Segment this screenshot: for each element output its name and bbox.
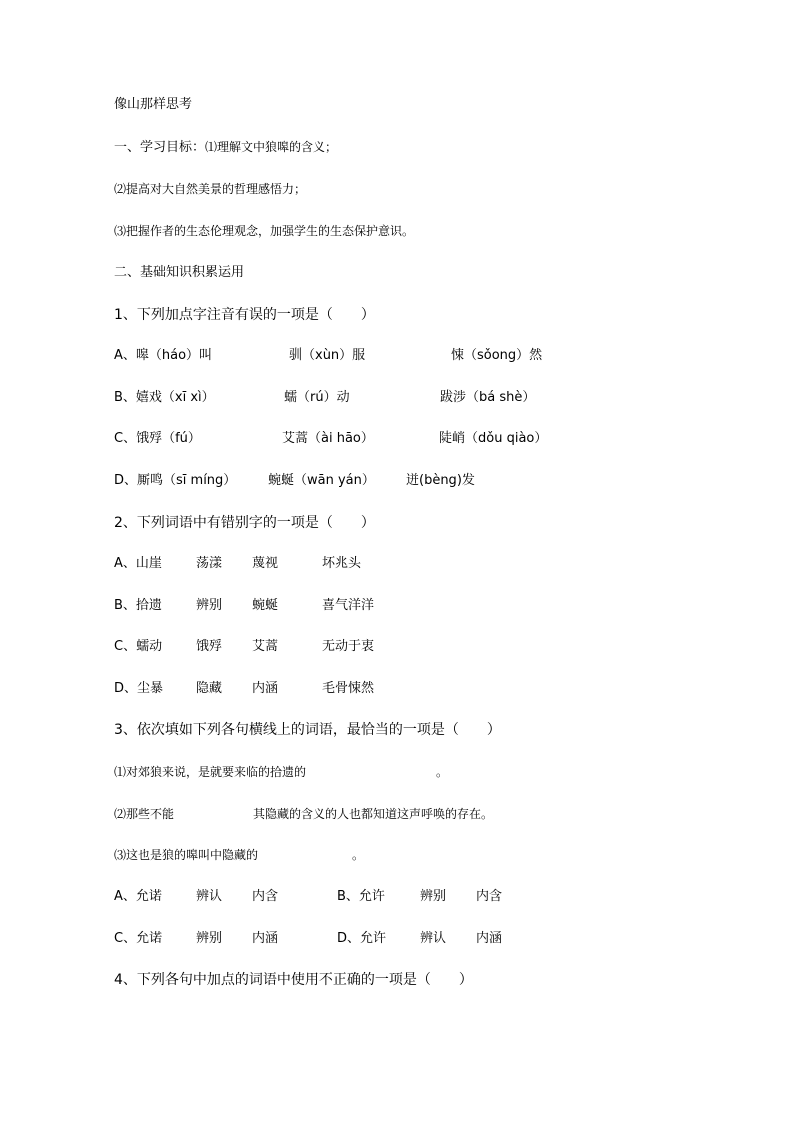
q3-option-c-item-1: C、允诺 [114, 931, 163, 946]
q3-sentence-3-end: 。 [352, 848, 365, 862]
question-3-stem: 3、依次填如下列各句横线上的词语，最恰当的一项是（ ） [114, 722, 501, 738]
q1-option-d-item-2: 蜿蜒（wān yán） [268, 473, 375, 488]
q2-option-a-item-1: A、山崖 [114, 556, 162, 571]
q1-option-c-item-1: C、饿殍（fú） [114, 431, 201, 446]
q3-option-a-item-1: A、允诺 [114, 889, 162, 904]
question-2-stem: 2、下列词语中有错别字的一项是（ ） [114, 515, 375, 531]
q3-sentence-1-end: 。 [436, 765, 449, 779]
q2-option-c-item-1: C、蠕动 [114, 639, 163, 654]
q3-option-b-item-1: B、允许 [337, 889, 385, 904]
q1-option-a-item-2: 驯（xùn）服 [289, 348, 366, 363]
goal-item-3: ⑶把握作者的生态伦理观念，加强学生的生态保护意识。 [114, 224, 415, 238]
q3-option-b-item-2: 辨别 [420, 889, 447, 904]
q2-option-d-item-2: 隐藏 [196, 681, 223, 696]
q3-option-a-item-2: 辨认 [196, 889, 223, 904]
q1-option-a-item-1: A、嗥（háo）叫 [114, 348, 213, 363]
section-heading-goals: 一、学习目标： [114, 140, 206, 155]
q3-option-c-item-3: 内涵 [252, 931, 279, 946]
q2-option-b-item-1: B、拾遗 [114, 598, 162, 613]
q2-option-b-item-2: 辨别 [196, 598, 223, 613]
question-4-stem: 4、下列各句中加点的词语中使用不正确的一项是（ ） [114, 972, 473, 988]
q3-option-a-item-3: 内含 [252, 889, 279, 904]
q2-option-a-item-4: 坏兆头 [322, 556, 362, 571]
q2-option-c-item-3: 艾蒿 [252, 639, 279, 654]
q3-option-d-item-2: 辨认 [420, 931, 447, 946]
learning-goals-line [114, 138, 337, 157]
q2-option-a-item-2: 荡漾 [196, 556, 223, 571]
q2-option-b-item-3: 蜿蜒 [252, 598, 279, 613]
q1-option-d-item-1: D、厮鸣（sī míng） [114, 473, 237, 488]
q2-option-c-item-2: 饿殍 [196, 639, 223, 654]
q2-option-d-item-3: 内涵 [252, 681, 279, 696]
q1-option-c-item-3: 陡峭（dǒu qiào） [439, 431, 548, 446]
q3-option-d-item-3: 内涵 [476, 931, 503, 946]
q2-option-d-item-1: D、尘暴 [114, 681, 164, 696]
q1-option-b-item-3: 跋涉（bá shè） [440, 390, 536, 405]
question-1-stem: 1、下列加点字注音有误的一项是（ ） [114, 307, 375, 323]
q2-option-a-item-3: 蔑视 [252, 556, 279, 571]
q3-sentence-3-text: ⑶这也是狼的嗥叫中隐藏的 [114, 848, 259, 862]
section-heading-basics: 二、基础知识积累运用 [114, 265, 245, 280]
q3-sentence-2-text: ⑵那些不能 [114, 807, 175, 821]
goal-item-2: ⑵提高对大自然美景的哲理感悟力； [114, 182, 307, 196]
q1-option-b-item-2: 蠕（rú）动 [284, 390, 350, 405]
q1-option-a-item-3: 悚（sǒong）然 [451, 348, 543, 363]
goal-item-1: ⑴理解文中狼嗥的含义； [205, 140, 338, 154]
q3-option-b-item-3: 内含 [476, 889, 503, 904]
q2-option-d-item-4: 毛骨悚然 [322, 681, 375, 696]
q3-sentence-2-rest: 其隐藏的含义的人也都知道这声呼唤的存在。 [253, 807, 494, 821]
document-title: 像山那样思考 [114, 97, 193, 112]
q3-sentence-1-text: ⑴对郊狼来说，是就要来临的拾遗的 [114, 765, 307, 779]
q2-option-c-item-4: 无动于衷 [322, 639, 375, 654]
q3-option-d-item-1: D、允许 [337, 931, 387, 946]
q1-option-b-item-1: B、嬉戏（xī xì） [114, 390, 215, 405]
q1-option-d-item-3: 迸(bèng)发 [406, 473, 475, 488]
q3-option-c-item-2: 辨别 [196, 931, 223, 946]
q1-option-c-item-2: 艾蒿（ài hāo） [282, 431, 374, 446]
q2-option-b-item-4: 喜气洋洋 [322, 598, 375, 613]
